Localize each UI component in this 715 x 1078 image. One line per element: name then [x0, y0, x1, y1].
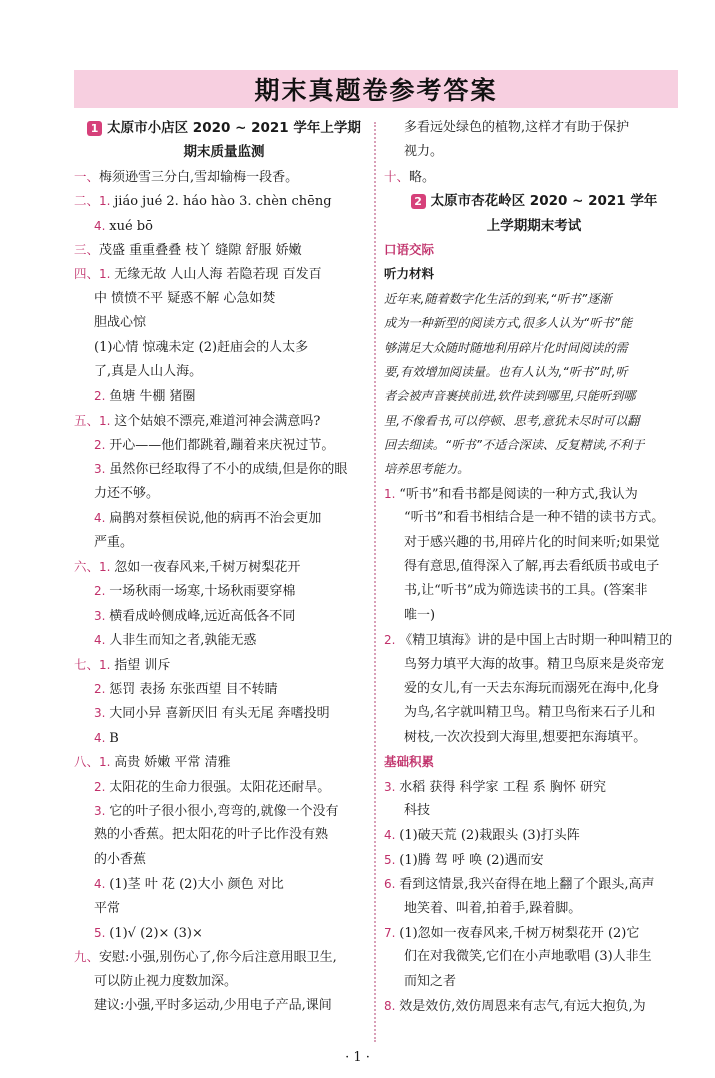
item-number: 4.: [94, 218, 110, 233]
answer-text: jiáo jué 2. háo hào 3. chèn chēng: [114, 194, 332, 210]
answer-line: [384, 970, 684, 994]
tag-oral-communication: 口语交际: [384, 241, 435, 257]
section-number: 五、: [74, 412, 100, 428]
section-header-1: [74, 116, 374, 140]
answer-text: 无缘无故 人山人海 若隐若现 百发百: [114, 267, 322, 283]
answer-line: [74, 384, 374, 408]
answer-line: [384, 628, 684, 652]
section-number: 六、: [74, 559, 100, 575]
item-number: 1.: [99, 267, 115, 282]
answer-line: [384, 775, 684, 799]
answer-line: [384, 823, 684, 847]
answer-text: 熟的小香蕉。把太阳花的叶子比作没有熟: [94, 827, 329, 843]
item-number: 1.: [99, 755, 115, 770]
answer-text: 的小香蕉: [94, 851, 147, 867]
answer-text: 高贵 娇嫩 平常 清雅: [114, 755, 231, 771]
title-banner: [74, 70, 678, 108]
answer-line: [384, 945, 684, 969]
answer-line: [74, 653, 374, 677]
section-number: 八、: [74, 754, 100, 770]
answer-line: [74, 897, 374, 921]
answer-text: 鱼塘 牛棚 猪圈: [109, 389, 196, 405]
item-number: 3.: [94, 803, 110, 818]
badge-2: 2: [411, 194, 426, 209]
answer-text: 横看成岭侧成峰,远近高低各不同: [109, 608, 296, 624]
item-number: 1.: [99, 194, 115, 209]
answer-line: [74, 775, 374, 799]
item-number: 7.: [384, 925, 400, 940]
answer-text: 得有意思,值得深入了解,再去看纸质书或电子: [404, 559, 660, 575]
answer-line: [384, 701, 684, 725]
section-number: 十、: [384, 168, 410, 184]
item-number: 4.: [94, 633, 110, 648]
answer-line: [74, 531, 374, 555]
passage-line: 者会被声音裹挟前进,软件读到哪里,只能听到哪: [384, 389, 636, 404]
passage-line: 培养思考能力。: [384, 462, 470, 477]
item-number: 4.: [94, 877, 110, 892]
answer-line: [384, 604, 684, 628]
answer-line: [384, 677, 684, 701]
item-number: 1.: [99, 413, 115, 428]
answer-text: (1)茎 叶 花 (2)大小 颜色 对比: [109, 877, 284, 893]
item-number: 2.: [94, 681, 110, 696]
answer-line: [74, 799, 374, 823]
tag-basic-accumulation: 基础积累: [384, 754, 435, 770]
answer-line: [74, 360, 374, 384]
answer-text: 开心——他们都跳着,蹦着来庆祝过节。: [109, 438, 335, 454]
answer-line: [384, 897, 684, 921]
answer-text: “听书”和看书相结合是一种不错的读书方式。: [404, 510, 665, 526]
answer-line: [74, 848, 374, 872]
answer-text: 爱的女儿,有一天去东海玩而溺死在海中,化身: [404, 680, 660, 696]
passage-line: 近年来,随着数字化生活的到来,“听书”逐渐: [384, 291, 612, 306]
answer-text: 略。: [409, 169, 436, 185]
section-header-2-line2: 上学期期末考试: [486, 217, 582, 234]
answer-line: [74, 433, 374, 457]
page-title: 期末真题卷参考答案: [254, 76, 498, 105]
answer-line: [74, 970, 374, 994]
answer-text: 平常: [94, 900, 121, 916]
item-number: 4.: [94, 511, 110, 526]
answer-line: [384, 872, 684, 896]
answer-line: [384, 726, 684, 750]
answer-text: 大同小异 喜新厌旧 有头无尾 奔嗜投明: [109, 706, 330, 722]
answer-line: [384, 994, 684, 1018]
answer-text: 中 愤愤不平 疑惑不解 心急如焚: [94, 290, 276, 306]
answer-line: [384, 506, 684, 530]
answer-line: [74, 701, 374, 725]
answer-text: 效是效仿,效仿周恩来有志气,有远大抱负,为: [399, 999, 646, 1015]
answer-text: 人非生而知之者,孰能无惑: [109, 633, 257, 649]
answer-text: 看到这情景,我兴奋得在地上翻了个跟头,高声: [399, 877, 655, 893]
answer-text: 为鸟,名字就叫精卫鸟。精卫鸟衔来石子儿和: [404, 705, 656, 721]
answer-line: [74, 214, 374, 238]
subhead-listening-material: 听力材料: [384, 266, 435, 282]
section-number: 三、: [74, 241, 100, 257]
right-answer-lines-a: [384, 482, 684, 750]
answer-text: 惩罚 表扬 东张西望 目不转睛: [109, 681, 278, 697]
answer-text: 了,真是人山人海。: [94, 363, 203, 379]
answer-text: 可以防止视力度数加深。: [94, 973, 238, 989]
answer-text: xué bō: [109, 218, 153, 234]
item-number: 2.: [384, 633, 400, 648]
answer-line: [384, 653, 684, 677]
answer-text: 胆战心惊: [94, 315, 147, 331]
section-header-2: [384, 189, 684, 213]
answer-line: [74, 482, 374, 506]
answer-line: [384, 848, 684, 872]
passage-line: 成为一种新型的阅读方式,很多人认为“听书”能: [384, 316, 633, 331]
item-number: 2.: [94, 438, 110, 453]
section-header-2-line1: 太原市杏花岭区 2020 ~ 2021 学年: [430, 193, 658, 210]
answer-line: [74, 336, 374, 360]
answer-line: [74, 604, 374, 628]
item-number: 2.: [94, 389, 110, 404]
page-number: · 1 ·: [345, 1050, 370, 1065]
answer-text: 水稻 获得 科学家 工程 系 胸怀 研究: [399, 779, 607, 795]
answer-line: [384, 140, 684, 164]
item-number: 4.: [94, 730, 110, 745]
passage-line: 里,不像看书,可以停顿、思考,意犹未尽时可以翻: [384, 413, 640, 428]
answer-text: 力还不够。: [94, 485, 160, 501]
answer-line: [384, 799, 684, 823]
answer-text: 这个姑娘不漂亮,难道河神会满意吗?: [114, 413, 321, 429]
section-header-1-line1: 太原市小店区 2020 ~ 2021 学年上学期: [107, 120, 361, 136]
answer-text: 对于感兴趣的书,用碎片化的时间来听;如果觉: [404, 534, 660, 550]
answer-line: [74, 872, 374, 896]
answer-line: [384, 555, 684, 579]
answer-text: 一场秋雨一场寒,十场秋雨要穿棉: [109, 584, 296, 600]
column-divider: [374, 122, 376, 1042]
section-number: 二、: [74, 193, 100, 209]
left-column: [74, 116, 374, 1018]
answer-line: [384, 165, 684, 189]
answer-text: 而知之者: [404, 973, 457, 989]
answer-line: [74, 189, 374, 213]
answer-line: [74, 506, 374, 530]
answer-line: [74, 921, 374, 945]
answer-line: [74, 579, 374, 603]
answer-line: [74, 677, 374, 701]
answer-text: B: [109, 730, 119, 746]
answer-line: [74, 287, 374, 311]
item-number: 3.: [94, 462, 110, 477]
answer-text: (1)腾 驾 呼 唤 (2)遇而安: [399, 852, 544, 868]
answer-text: (1)忽如一夜春风来,千树万树梨花开 (2)它: [399, 925, 640, 941]
listening-passage: [384, 287, 684, 482]
section-number: 一、: [74, 168, 100, 184]
answer-text: 虽然你已经取得了不小的成绩,但是你的眼: [109, 462, 348, 478]
item-number: 8.: [384, 999, 400, 1014]
item-number: 1.: [99, 657, 115, 672]
right-top-lines: [384, 116, 684, 189]
answer-text: 多看远处绿色的植物,这样才有助于保护: [404, 120, 630, 135]
item-number: 5.: [94, 925, 110, 940]
answer-text: 它的叶子很小很小,弯弯的,就像一个没有: [109, 803, 339, 819]
left-answer-lines: [74, 165, 374, 1019]
answer-text: 太阳花的生命力很强。太阳花还耐旱。: [109, 779, 331, 795]
answer-line: [384, 482, 684, 506]
answer-line: [74, 823, 374, 847]
answer-text: 茂盛 重重叠叠 枝丫 缝隙 舒服 娇嫩: [99, 242, 302, 258]
answer-line: [74, 628, 374, 652]
answer-line: [74, 409, 374, 433]
answer-text: 树枝,一次次投到大海里,想要把东海填平。: [404, 729, 647, 745]
item-number: 1.: [99, 560, 115, 575]
section-header-1-line2: 期末质量监测: [183, 144, 265, 161]
answer-text: 们在对我微笑,它们在小声地歌唱 (3)人非生: [404, 949, 652, 965]
answer-text: 唯一): [404, 607, 436, 623]
answer-line: [74, 262, 374, 286]
section-number: 九、: [74, 949, 100, 965]
item-number: 4.: [384, 828, 400, 843]
answer-text: 扁鹊对蔡桓侯说,他的病再不治会更加: [109, 511, 322, 527]
answer-line: [74, 750, 374, 774]
item-number: 2.: [94, 779, 110, 794]
answer-text: (1)√ (2)× (3)×: [109, 925, 203, 941]
answer-line: [384, 921, 684, 945]
answer-line: [74, 238, 374, 262]
answer-line: [74, 457, 374, 481]
passage-line: 够满足大众随时随地利用碎片化时间阅读的需: [384, 340, 628, 355]
answer-line: [74, 945, 374, 969]
item-number: 3.: [384, 779, 400, 794]
answer-line: [384, 116, 684, 140]
answer-text: (1)心情 惊魂未定 (2)赶庙会的人太多: [94, 339, 309, 355]
answer-line: [74, 165, 374, 189]
right-column: [384, 116, 684, 1018]
passage-line: 回去细读。“听书”不适合深读、反复精读,不利于: [384, 438, 645, 453]
answer-line: [74, 311, 374, 335]
item-number: 2.: [94, 584, 110, 599]
section-number: 七、: [74, 656, 100, 672]
answer-line: [384, 531, 684, 555]
answer-text: 梅须逊雪三分白,雪却输梅一段香。: [99, 169, 299, 185]
answer-text: 指望 训斥: [114, 657, 171, 673]
answer-text: 书,让“听书”成为筛选读书的工具。(答案非: [404, 583, 648, 599]
section-number: 四、: [74, 266, 100, 282]
right-answer-lines-b: [384, 775, 684, 1019]
answer-line: [384, 579, 684, 603]
answer-text: 视力。: [404, 144, 444, 160]
answer-text: 鸟努力填平大海的故事。精卫鸟原来是炎帝宠: [404, 656, 665, 672]
answer-text: 严重。: [94, 534, 134, 550]
answer-text: 安慰:小强,别伤心了,你今后注意用眼卫生,: [99, 950, 337, 966]
answer-text: 忽如一夜春风来,千树万树梨花开: [114, 560, 301, 576]
badge-1: 1: [87, 121, 102, 136]
item-number: 5.: [384, 852, 400, 867]
item-number: 1.: [384, 486, 400, 501]
item-number: 3.: [94, 608, 110, 623]
answer-line: [74, 994, 374, 1018]
answer-text: 《精卫填海》讲的是中国上古时期一种叫精卫的: [399, 633, 673, 649]
answer-text: 地笑着、叫着,拍着手,跺着脚。: [404, 900, 582, 916]
answer-line: [74, 555, 374, 579]
passage-line: 要,有效增加阅读量。也有人认为,“听书”时,听: [384, 364, 628, 379]
answer-text: 科技: [404, 802, 431, 818]
answer-text: (1)破天荒 (2)栽跟头 (3)打头阵: [399, 828, 580, 844]
answer-text: “听书”和看书都是阅读的一种方式,我认为: [399, 486, 638, 502]
item-number: 6.: [384, 877, 400, 892]
answer-text: 建议:小强,平时多运动,少用电子产品,课间: [94, 998, 332, 1014]
answer-line: [74, 726, 374, 750]
item-number: 3.: [94, 706, 110, 721]
